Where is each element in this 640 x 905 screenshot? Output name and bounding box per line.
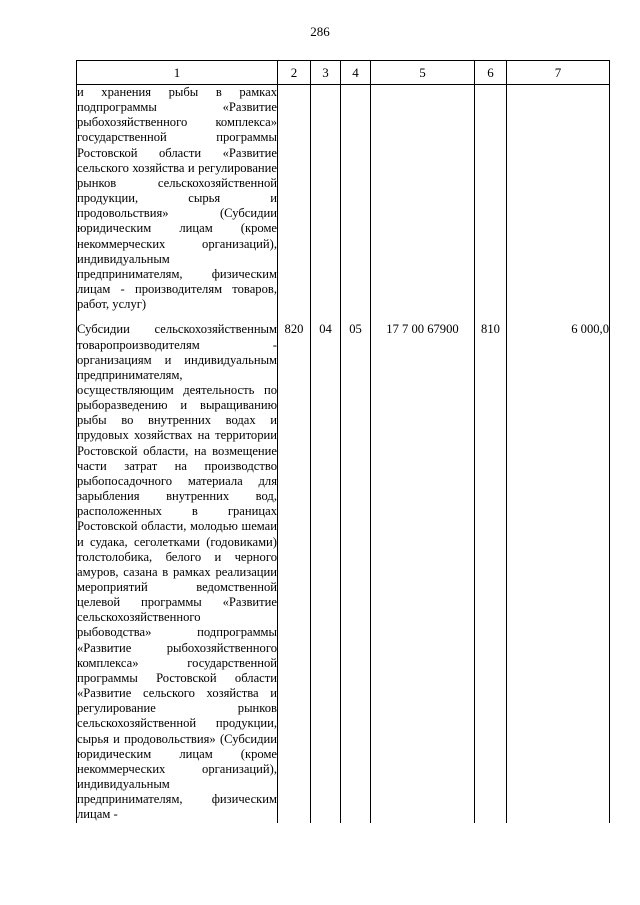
row-col4: 05 xyxy=(341,322,371,822)
column-header-7: 7 xyxy=(507,61,610,85)
column-header-4: 4 xyxy=(341,61,371,85)
row-col2 xyxy=(278,85,311,313)
table-row xyxy=(77,322,610,822)
row-col6 xyxy=(475,85,507,313)
row-description-cell xyxy=(77,85,278,313)
column-header-6: 6 xyxy=(475,61,507,85)
row-col5: 17 7 00 67900 xyxy=(371,322,475,822)
header-row xyxy=(77,61,610,85)
column-header-3: 3 xyxy=(311,61,341,85)
row-col7 xyxy=(507,85,610,313)
row-col3 xyxy=(311,85,341,313)
row-col2: 820 xyxy=(278,322,311,822)
page-number: 286 xyxy=(310,24,330,39)
row-col4 xyxy=(341,85,371,313)
row-description: и хранения рыбы в рамках подпрограммы «Развитие рыбохозяйственного комплекса» государственной программы Ростовской области «Развитие сельского хозяйства и регулирование рынков сельскохозяйственной продукции, сырья и продовольствия» (Субсидии юридическим лицам (кроме некоммерческих организаций), индивидуальным предпринимателям, физическим лицам - производителям товаров, работ, услуг) xyxy=(77,85,277,312)
table-header xyxy=(77,61,610,85)
row-description: Субсидии сельскохозяйственным товаропроизводителям - организациям и индивидуальным предпринимателям, осуществляющим деятельность по рыборазведению и выращиванию рыбы во внутренних водах и прудовых хозяйствах на территории Ростовской области, на возмещение части затрат на производство рыбопосадочного материала для зарыбления внутренних вод, расположенных в границах Ростовской области, молодью шемаи и судака, сеголетками (годовиками) толстолобика, белого и черного амуров, сазана в рамках реализации мероприятий ведомственной целевой программы «Развитие сельскохозяйственного рыбоводства» подпрограммы «Развитие рыбохозяйственного комплекса» государственной программы Ростовской области «Развитие сельского хозяйства и регулирование рынков сельскохозяйственной продукции, сырья и продовольствия» (Субсидии юридическим лицам (кроме некоммерческих организаций), индивидуальным предпринимателям, физическим лицам - xyxy=(77,322,277,822)
column-header-2: 2 xyxy=(278,61,311,85)
row-description-cell xyxy=(77,322,278,822)
column-header-1: 1 xyxy=(77,61,278,85)
row-col5 xyxy=(371,85,475,313)
row-col6: 810 xyxy=(475,322,507,822)
budget-table xyxy=(76,60,610,823)
table-row xyxy=(77,85,610,313)
row-spacer xyxy=(77,312,610,322)
row-col3: 04 xyxy=(311,322,341,822)
row-col7: 6 000,0 xyxy=(507,322,610,822)
column-header-5: 5 xyxy=(371,61,475,85)
